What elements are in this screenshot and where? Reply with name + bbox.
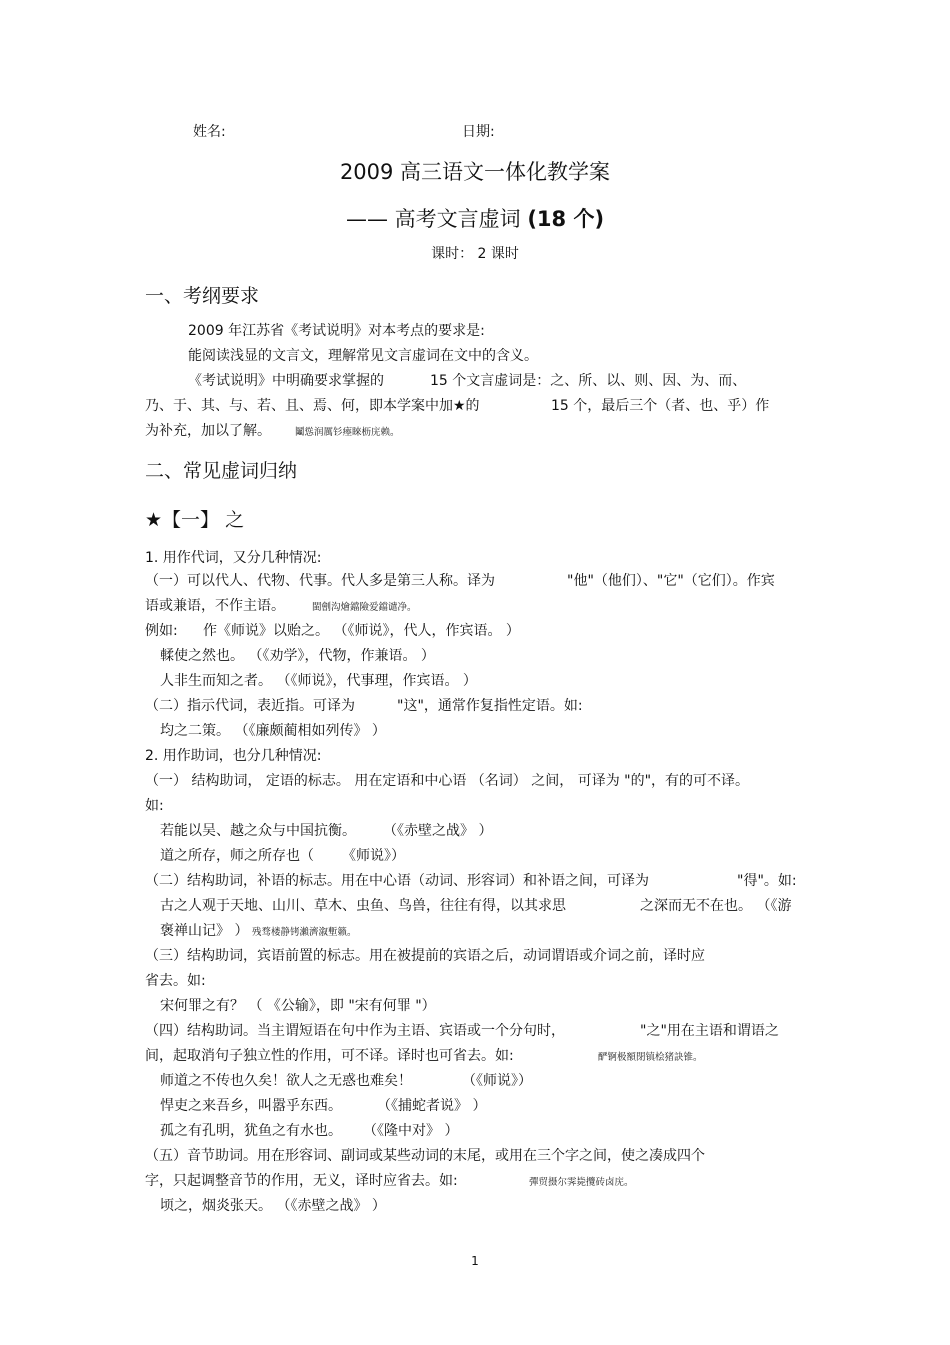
body-line: 悍吏之来吾乡，叫嚣乎东西。	[160, 1098, 342, 1114]
body-line: 孤之有孔明，犹鱼之有水也。	[160, 1123, 342, 1139]
section1-line5-noise: 鬮慫润厲钐瘞睞枥庑赖。	[295, 427, 400, 438]
body-line-cont: （《师说》）	[462, 1073, 532, 1089]
body-line: 如:	[145, 798, 164, 814]
section1-line1: 2009 年江苏省《考试说明》对本考点的要求是:	[188, 323, 485, 339]
body-line: 省去。如:	[145, 973, 206, 989]
body-line-cont: "得"。如:	[737, 873, 797, 889]
body-line: 字，只起调整音节的作用，无义，译时应省去。如:	[145, 1173, 458, 1189]
body-line-cont: "之"用在主语和谓语之	[640, 1023, 779, 1039]
page-subtitle	[0, 203, 950, 233]
noise-text: 残骛楼静铐瀨濟溆塹籟。	[252, 927, 357, 938]
body-line: （二）结构助词，补语的标志。用在中心语（动词、形容词）和补语之间，可译为	[145, 873, 649, 889]
body-line: 师道之不传也久矣！欲人之无惑也难矣！	[160, 1073, 412, 1089]
body-line-cont: 作《师说》以贻之。 （《师说》，代人，作宾语。 ）	[203, 623, 520, 639]
section-heading-2: 二、常见虚词归纳	[145, 460, 298, 482]
section1-line5: 为补充，加以了解。	[145, 423, 271, 439]
body-line: （一） 结构助词， 定语的标志。 用在定语和中心语 （名词） 之间， 可译为 "的"，有的可不译。	[145, 773, 750, 789]
date-label: 日期:	[462, 124, 495, 140]
section1-line2: 能阅读浅显的文言文，理解常见文言虚词在文中的含义。	[188, 348, 538, 364]
body-line: （四）结构助词。当主谓短语在句中作为主语、宾语或一个分句时，	[145, 1023, 565, 1039]
body-line: 间，起取消句子独立性的作用，可不译。译时也可省去。如:	[145, 1048, 514, 1064]
body-line: （三）结构助词，宾语前置的标志。用在被提前的宾语之后，动词谓语或介词之前，译时应	[145, 948, 705, 964]
noise-text: 酽锕极額閉镇桧猪訣锥。	[598, 1052, 703, 1063]
item-heading-zhi: ★【一】 之	[145, 509, 245, 531]
body-line: 均之二策。 （《廉颇蔺相如列传》 ）	[160, 723, 386, 739]
page-number: 1	[471, 1254, 479, 1268]
body-line: 1. 用作代词，又分几种情况:	[145, 550, 322, 566]
body-line-cont: 《师说》）	[342, 848, 405, 864]
body-line: 道之所存，师之所存也（	[160, 848, 314, 864]
body-line: 褒禅山记》 ）	[160, 923, 249, 939]
section1-line3a: 《考试说明》中明确要求掌握的	[188, 373, 384, 389]
body-line: 宋何罪之有？ （ 《公输》，即 "宋有何罪 "）	[160, 998, 436, 1014]
subtitle-prefix: —— 高考文言虚词	[345, 207, 521, 231]
section1-line4b: 15 个，最后三个（者、也、乎）作	[551, 398, 770, 414]
body-line-cont: （《赤壁之战》 ）	[383, 823, 493, 839]
body-line: 语或兼语，不作主语。	[145, 598, 285, 614]
body-line: 輮使之然也。 （《劝学》，代物，作兼语。 ）	[160, 648, 435, 664]
body-line: 人非生而知之者。 （《师说》，代事理，作宾语。 ）	[160, 673, 477, 689]
body-line: （五）音节助词。用在形容词、副词或某些动词的末尾，或用在三个字之间，使之凑成四个	[145, 1148, 705, 1164]
page-title: 2009 高三语文一体化教学案	[339, 160, 611, 184]
body-line: 古之人观于天地、山川、草木、虫鱼、鸟兽，往往有得，以其求思	[160, 898, 566, 914]
section1-line3b: 15 个文言虚词是：之、所、以、则、因、为、而、	[430, 373, 747, 389]
body-line-cont: "他"（他们）、"它"（它们）。作宾	[567, 573, 775, 589]
body-line: 顷之，烟炎张天。 （《赤壁之战》 ）	[160, 1198, 386, 1214]
body-line: 2. 用作助词，也分几种情况:	[145, 748, 322, 764]
body-line-cont: "这"，通常作复指性定语。如:	[397, 698, 583, 714]
subtitle-count: (18 个)	[527, 207, 605, 231]
section1-line4a: 乃、于、其、与、若、且、焉、何，即本学案中加★的	[145, 398, 480, 414]
body-line: 若能以吴、越之众与中国抗衡。	[160, 823, 356, 839]
class-hours: 课时： 2 课时	[431, 246, 519, 262]
body-line-cont: 之深而无不在也。 （《游	[640, 898, 792, 914]
body-line: （一）可以代人、代物、代事。代人多是第三人称。译为	[145, 573, 495, 589]
body-line-cont: （《捕蛇者说》 ）	[377, 1098, 487, 1114]
section-heading-1: 一、考纲要求	[145, 285, 260, 307]
body-line: 例如:	[145, 623, 178, 639]
noise-text: 閩劊沟燴鐺險爱鐺谴净。	[312, 602, 417, 613]
name-label: 姓名:	[193, 124, 226, 140]
noise-text: 彈贸摄尔霁毙攬砖卤庑。	[529, 1177, 634, 1188]
body-line-cont: （《隆中对》 ）	[363, 1123, 459, 1139]
body-line: （二）指示代词，表近指。可译为	[145, 698, 355, 714]
